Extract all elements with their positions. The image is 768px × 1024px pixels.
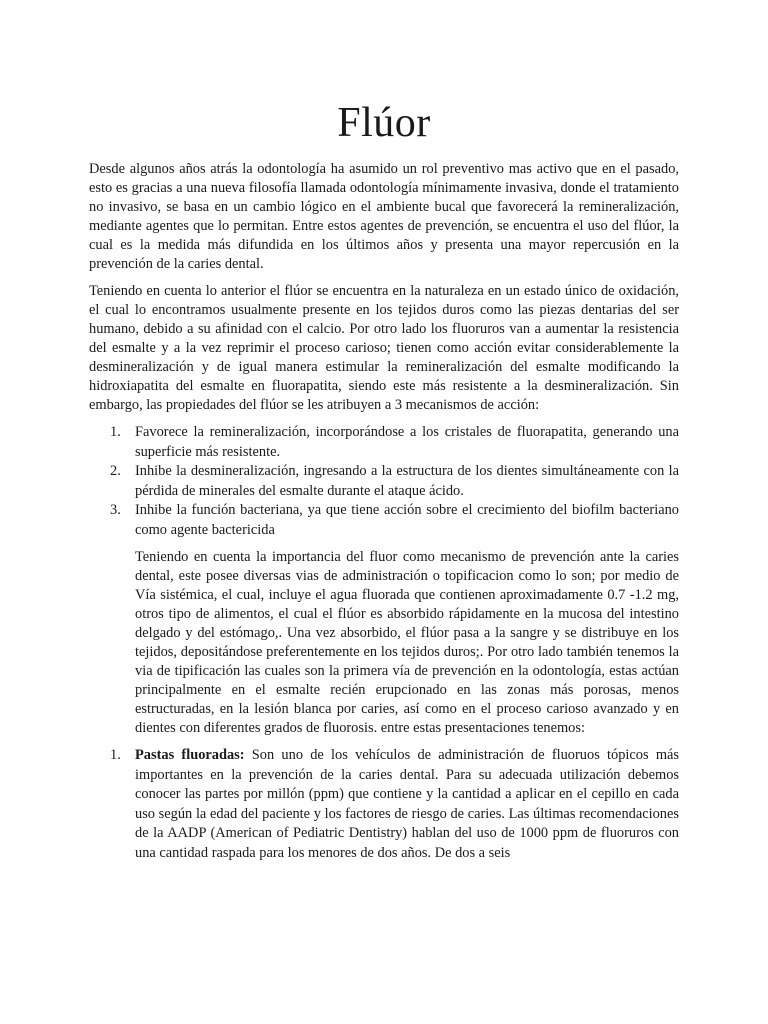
list-item-number: 2. xyxy=(110,463,121,479)
list-item-text: Inhibe la desmineralización, ingresando a la estructura de los dientes simultáneamente con la pérdida de minerales del esmalte durante el ataque ácido. xyxy=(135,463,679,499)
fluoride-properties-paragraph: Teniendo en cuenta lo anterior el flúor se encuentra en la naturaleza en un estado único de oxidación, el cual lo encontramos usualmente presente en los tejidos duros como las piezas dentarias del ser humano, debido a su afinidad con el calcio. Por otro lado los fluoruros van a aumentar la resistencia del esmalte y a la vez reprimir el proceso carioso; tienen como acción evitar considerablemente la desmineralización y de igual manera estimular la remineralización del esmalte modificando la hidroxiapatita del esmalte en fluorapatita, siendo este más resistente a la desmineralización. Sin embargo, las propiedades del flúor se les atribuyen a 3 mecanismos de acción: xyxy=(89,283,679,413)
list-item xyxy=(89,462,679,501)
list-item xyxy=(89,501,679,540)
list-item-text: Favorece la remineralización, incorporándose a los cristales de fluorapatita, generando una superficie más resistente. xyxy=(135,424,679,460)
list-item xyxy=(89,423,679,462)
list-item-number: 1. xyxy=(110,747,121,763)
intro-paragraph: Desde algunos años atrás la odontología ha asumido un rol preventivo mas activo que en el pasado, esto es gracias a una nueva filosofía llamada odontología mínimamente invasiva, donde el tratamiento no invasivo, se basa en un cambio lógico en el ambiente bucal que favorecerá la remineralización, mediante agentes que lo permitan. Entre estos agentes de prevención, se encuentra el uso del flúor, la cual es la medida más difundida en los últimos años y presenta una mayor repercusión en la prevención de la caries dental. xyxy=(89,161,679,272)
list-item-number: 1. xyxy=(110,424,121,440)
list-item-heading: Pastas fluoradas: xyxy=(135,747,245,763)
presentations-list xyxy=(89,746,679,863)
list-item-number: 3. xyxy=(110,502,121,518)
page-title: Flúor xyxy=(337,100,431,146)
administration-routes-paragraph: Teniendo en cuenta la importancia del fluor como mecanismo de prevención ante la caries dental, este posee diversas vias de administración o topificacion como lo son; por medio de Vía sistémica, el cual, incluye el agua fluorada que contienen aproximadamente 0.7 -1.2 mg, otros tipo de alimentos, el cual el flúor es absorbido rápidamente en la mucosa del intestino delgado y del estómago,. Una vez absorbido, el flúor pasa a la sangre y se distribuye en los tejidos, depositándose preferentemente en los tejidos duros;. Por otro lado también tenemos la via de tipificación las cuales son la primera vía de prevención en la odontología, estas actúan principalmente en el esmalte recién erupcionado en las zonas más porosas, menos estructuradas, en la lesión blanca por caries, así como en el proceso carioso avanzado y en dientes con diferentes grados de fluorosis. entre estas presentaciones tenemos: xyxy=(135,549,679,736)
mechanisms-list xyxy=(89,423,679,540)
document-page xyxy=(89,92,679,871)
list-item xyxy=(89,746,679,863)
list-item-text: Son uno de los vehículos de administración de fluoruos tópicos más importantes en la prevención de la caries dental. Para su adecuada utilización debemos conocer las partes por millón (ppm) que contiene y la cantidad a aplicar en el cepillo en cada uso según la edad del paciente y los factores de riesgo de caries. Las últimas recomendaciones de la AADP (American of Pediatric Dentistry) hablan del uso de 1000 ppm de fluoruros con una cantidad raspada para los menores de dos años. De dos a seis xyxy=(135,747,679,861)
list-item-text: Inhibe la función bacteriana, ya que tiene acción sobre el crecimiento del biofilm bacteriano como agente bactericida xyxy=(135,502,679,538)
